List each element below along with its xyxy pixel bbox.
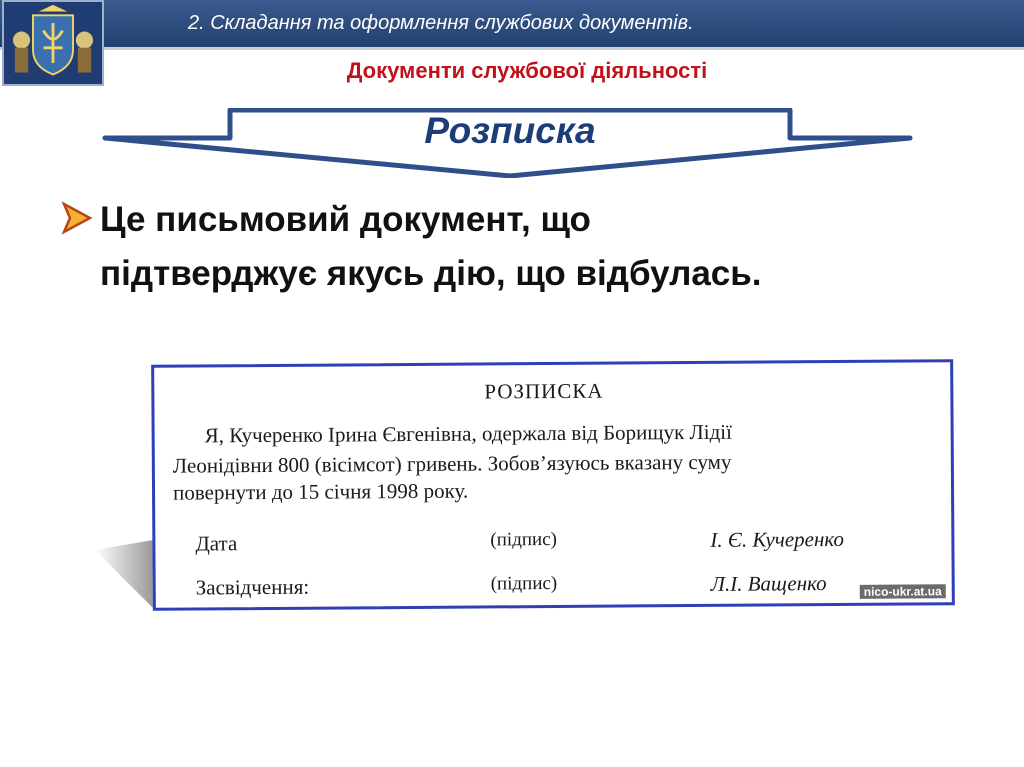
certification-label: Засвідчення: [195,574,310,600]
receipt-line-1: Я, Кучеренко Ірина Євгенівна, одержала від Борищук Лідії [204,419,733,448]
definition-line-2: підтверджує якусь дію, що відбулась. [100,254,762,293]
signature-placeholder-2: (підпис) [490,572,558,595]
header-bar [0,0,1024,50]
signer-name-2: Л.І. Ващенко [710,571,827,596]
section-subtitle: Документи службової діяльності [346,58,708,83]
signer-name-1: І. Є. Кучеренко [710,526,844,552]
definition-text [100,193,980,301]
arrow-bullet-icon [60,201,94,235]
header-title: 2. Складання та оформлення службових документів. [188,12,694,34]
watermark: nico-ukr.at.ua [860,584,946,599]
receipt-line-3: повернути до 15 січня 1998 року. [172,478,469,505]
banner-title: Розписка [424,110,596,151]
definition-line-1: Це письмовий документ, що [100,200,591,239]
receipt-sample-image [151,359,955,611]
receipt-line-2: Леонідівни 800 (вісімсот) гривень. Зобов’язуюсь вказану суму [172,449,732,478]
date-label: Дата [195,531,238,556]
signature-placeholder-1: (підпис) [490,528,558,551]
receipt-heading: РОЗПИСКА [484,378,604,404]
